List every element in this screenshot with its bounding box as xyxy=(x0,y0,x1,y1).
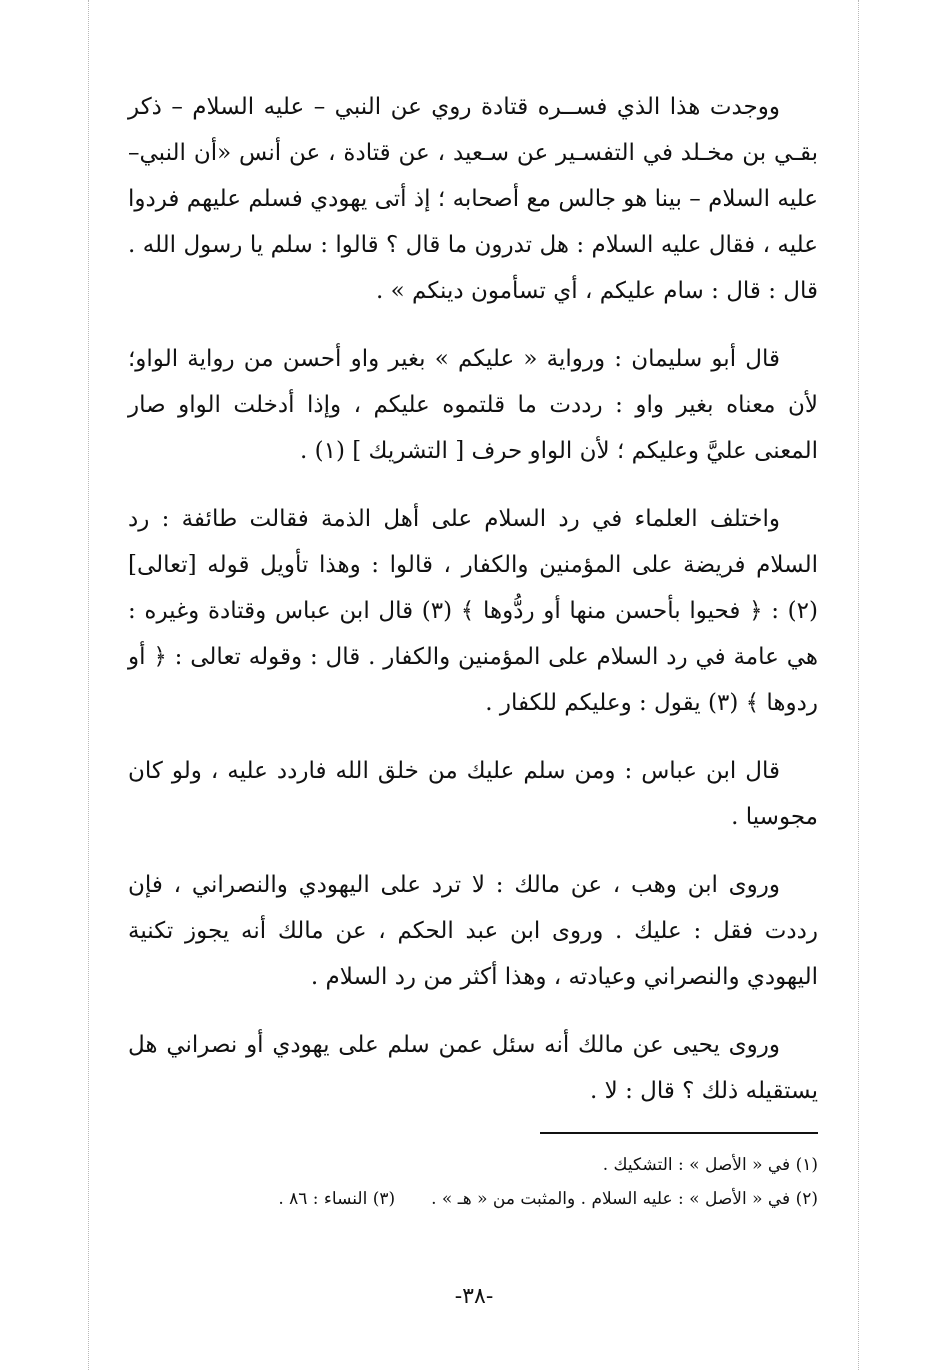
page-number: -٣٨- xyxy=(454,1284,494,1309)
footnote-1: (١) في « الأصل » : التشكيك . xyxy=(602,1155,818,1175)
paragraph-2: قال أبو سليمان : ورواية « عليكم » بغير واو أحسن من رواية الواو؛ لأن معناه بغير واو : رددت ما قلتموه عليكم ، وإذا أدخلت الواو صار المعنى عليَّ وعليكم ؛ لأن الواو حرف [ التشريك ] (١) . xyxy=(128,346,818,464)
footnote-2: (٢) في « الأصل » : عليه السلام . والمثبت من « هـ » . xyxy=(431,1189,818,1209)
paragraph-5: وروى ابن وهب ، عن مالك : لا ترد على اليهودي والنصراني ، فإن رددت فقل : عليك . وروى ابن عبد الحكم ، عن مالك أنه يجوز تكنية اليهودي والنصراني وعيادته ، وهذا أكثر من رد السلام . xyxy=(128,872,818,990)
paragraph-6: وروى يحيى عن مالك أنه سئل عمن سلم على يهودي أو نصراني هل يستقيله ذلك ؟ قال : لا . xyxy=(128,1032,818,1104)
scan-margin-line-left xyxy=(88,0,90,1370)
paragraph-3: واختلف العلماء في رد السلام على أهل الذمة فقالت طائفة : رد السلام فريضة على المؤمنين والكفار ، قالوا : وهذا تأويل قوله [تعالى] (٢) : ﴿ فحيوا بأحسن منها أو ردُّوها ﴾ (٣) قال ابن عباس وقتادة وغيره : هي عامة في رد السلام على المؤمنين والكفار . قال : وقوله تعالى : ﴿ أو ردوها ﴾ (٣) يقول : وعليكم للكفار . xyxy=(128,506,818,716)
footnote-3: (٣) النساء : ٨٦ . xyxy=(278,1189,396,1209)
footnotes xyxy=(128,1148,818,1216)
paragraph-1: ووجدت هذا الذي فســره قتادة روي عن النبي – عليه السلام – ذكر بقـي بن مخـلد في التفسـير عن سـعيد ، عن قتادة ، عن أنس «أن النبي– عليه السلام – بينا هو جالس مع أصحابه ؛ إذ أتى يهودي فسلم عليهم فردوا عليه ، فقال عليه السلام : هل تدرون ما قال ؟ قالوا : سلم يا رسول الله . قال : قال : سام عليكم ، أي تسأمون دينكم » . xyxy=(128,94,818,304)
footnote-line-2 xyxy=(128,1182,818,1216)
body-text xyxy=(128,84,818,1136)
paragraph-4: قال ابن عباس : ومن سلم عليك من خلق الله فاردد عليه ، ولو كان مجوسيا . xyxy=(128,758,818,830)
footnote-divider xyxy=(540,1132,818,1134)
scan-margin-line-right xyxy=(858,0,860,1370)
